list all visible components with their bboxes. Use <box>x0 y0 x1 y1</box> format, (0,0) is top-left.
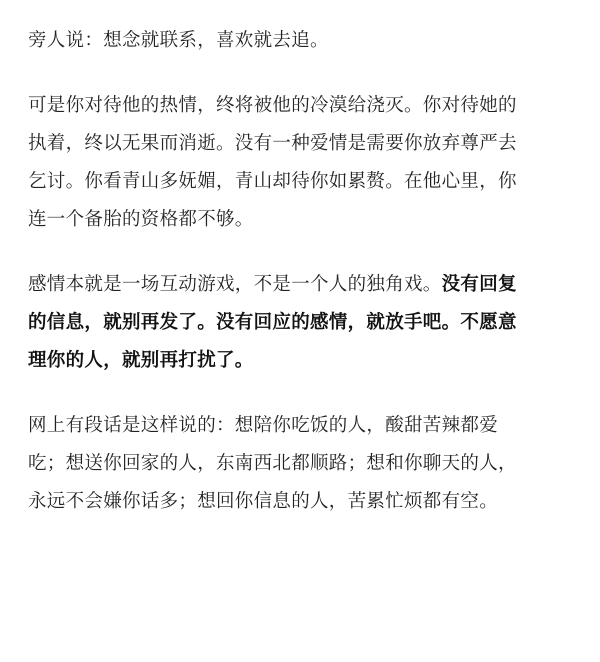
paragraph-4-line-3: 永远不会嫌你话多；想回你信息的人，苦累忙烦都有空。 <box>28 491 499 512</box>
paragraph-2 <box>28 87 584 239</box>
paragraph-4-line-2: 吃；想送你回家的人，东南西北都顺路；想和你聊天的人， <box>28 453 517 474</box>
paragraph-3-line-3: 理你的人，就别再打扰了。 <box>28 350 254 371</box>
paragraph-3-line-1 <box>28 266 584 304</box>
paragraph-2-line-2: 执着，终以无果而消逝。没有一种爱情是需要你放弃尊严去 <box>28 133 517 154</box>
paragraph-3-line-1-normal-text: 感情本就是一场互动游戏，不是一个人的独角戏。 <box>28 274 442 295</box>
paragraph-3-line-1-bold-text: 没有回复 <box>441 274 517 295</box>
article-body <box>28 22 584 548</box>
paragraph-2-line-3: 乞讨。你看青山多妩媚，青山却待你如累赘。在他心里，你 <box>28 171 517 192</box>
paragraph-1 <box>28 22 584 60</box>
paragraph-3 <box>28 266 584 380</box>
paragraph-4 <box>28 407 584 521</box>
paragraph-2-line-1: 可是你对待他的热情，终将被他的冷漠给浇灭。你对待她的 <box>28 95 517 116</box>
paragraph-4-line-1: 网上有段话是这样说的：想陪你吃饭的人，酸甜苦辣都爱 <box>28 415 499 436</box>
paragraph-2-line-4: 连一个备胎的资格都不够。 <box>28 209 254 230</box>
paragraph-1-line-1: 旁人说：想念就联系，喜欢就去追。 <box>28 30 329 51</box>
paragraph-3-line-2: 的信息，就别再发了。没有回应的感情，就放手吧。不愿意 <box>28 312 517 333</box>
